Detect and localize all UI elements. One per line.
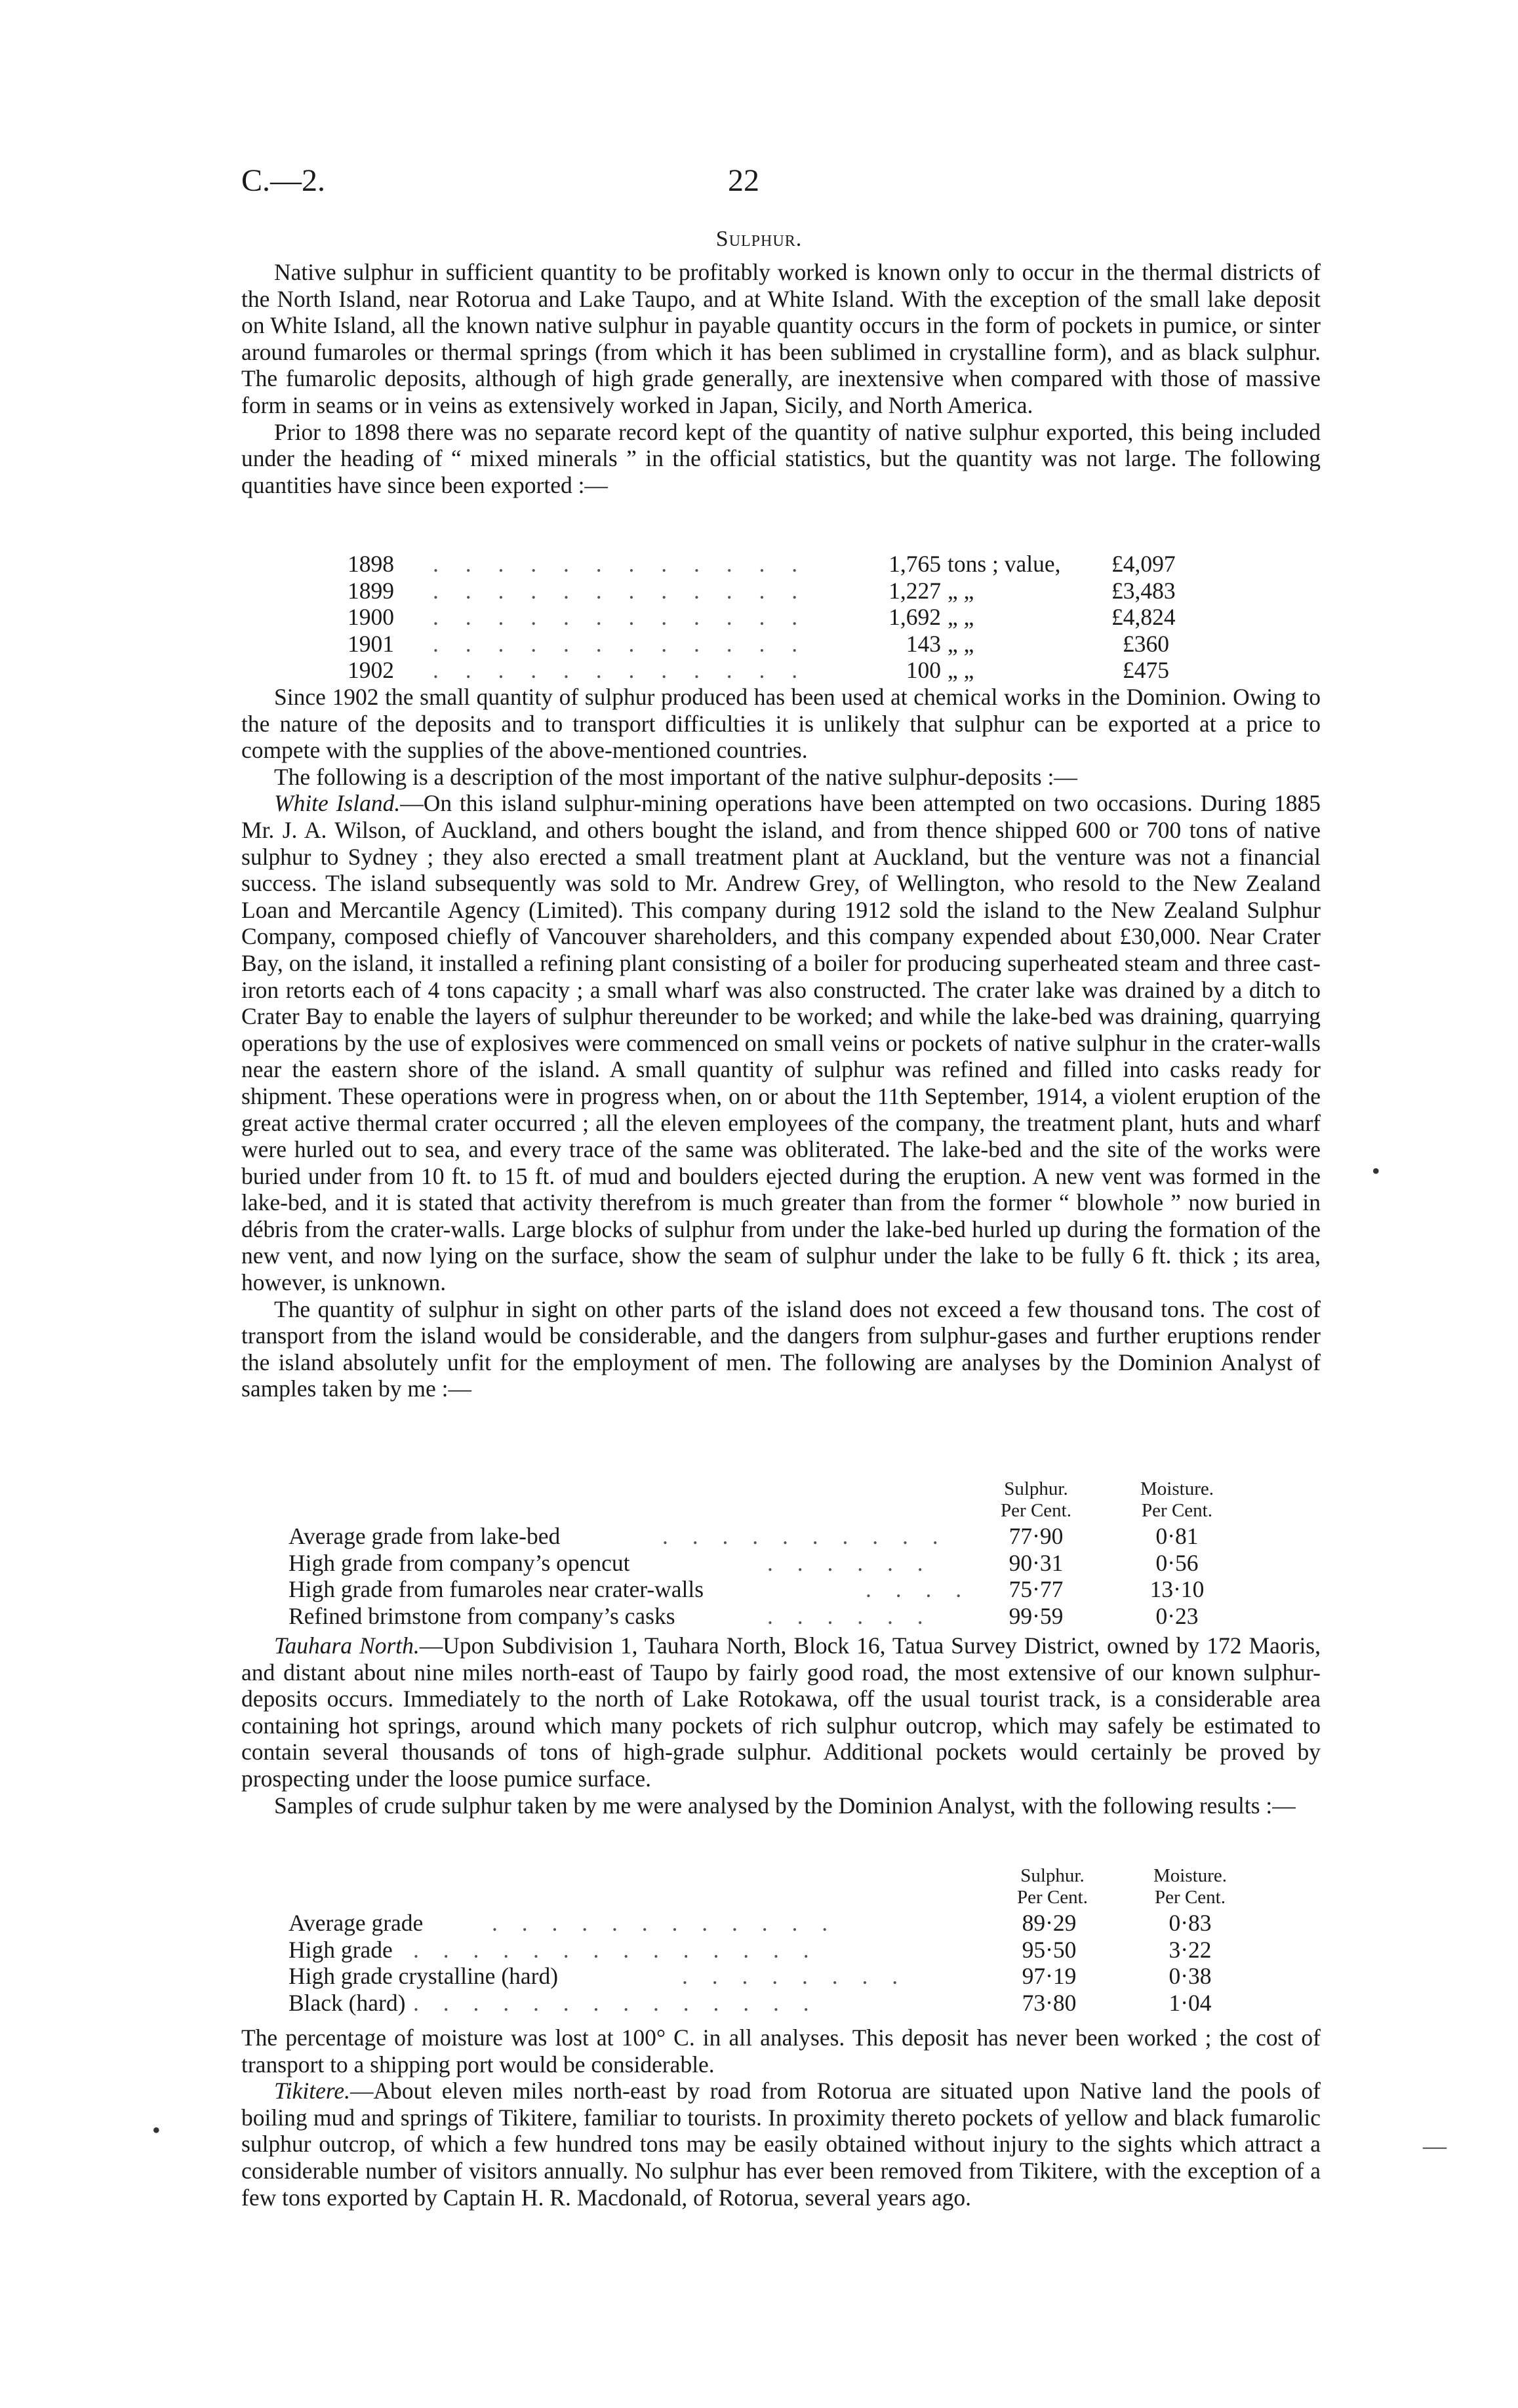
scan-mark: •	[1372, 1158, 1380, 1184]
sulphur-header-line: Sulphur.	[1020, 1865, 1085, 1886]
sample-label: High grade	[289, 1936, 393, 1963]
exports-table	[348, 551, 1176, 684]
sulphur-value: 97·19	[1022, 1963, 1077, 1990]
export-value: £475	[1123, 657, 1169, 684]
sample-label: Average grade	[289, 1910, 424, 1936]
intro-text	[241, 259, 1321, 498]
export-unit: „ „	[948, 657, 974, 684]
sulphur-value: 73·80	[1022, 1989, 1077, 2016]
page-number: 22	[728, 163, 759, 198]
leader-dots: . . . .	[866, 1576, 971, 1603]
white-island-text	[241, 684, 1321, 1402]
table-row	[348, 631, 1167, 658]
sample-label: High grade crystalline (hard)	[289, 1963, 559, 1990]
leader-dots: . . . . . . . . . . . .	[433, 551, 809, 577]
section-title: Sulphur.	[715, 227, 803, 251]
export-tons: 1,227	[889, 577, 941, 604]
leader-dots: . . . . . . . . . . . .	[433, 657, 809, 684]
analysis-header	[289, 1478, 1272, 1523]
moisture-value: 0·83	[1168, 1910, 1212, 1936]
table-row	[289, 1910, 1305, 1937]
paragraph-moisture-note: The percentage of moisture was lost at 100° C. in all analyses. This deposit has never been worked ; the cost of transport to a shipping port would be considerable.	[241, 2024, 1321, 2078]
export-unit: „ „	[948, 630, 974, 657]
paragraph-intro: Native sulphur in sufficient quantity to be profitably worked is known only to occur in the thermal districts of the North Island, near Rotorua and Lake Taupo, and at White Island. With the exception of the small lake deposit on White Island, all the known native sulphur in payable quantity occurs in the form of pockets in pumice, or sinter around fumaroles or thermal springs (from which it has been sublimed in crystalline form), and as black sulphur. The fumarolic deposits, although of high grade generally, are inextensive when compared with those of massive form in seams or in veins as extensively worked in Japan, Sicily, and North America.	[241, 259, 1321, 418]
export-unit: „ „	[948, 577, 974, 604]
paragraph-quantity: The quantity of sulphur in sight on other parts of the island does not exceed a few thousand tons. The cost of transport from the island would be considerable, and the dangers from sulphur-gases and further eruptions render the island absolutely unfit for the employment of men. The following are analyses by the Dominion Analyst of samples taken by me :—	[241, 1295, 1321, 1402]
tikitere-text	[241, 2024, 1321, 2211]
table-row	[348, 551, 1176, 578]
leader-dots: . . . . . . . . . .	[662, 1523, 948, 1549]
table-row	[348, 657, 1167, 684]
export-year: 1898	[348, 551, 394, 577]
moisture-header-unit: Per Cent.	[1142, 1500, 1212, 1521]
sulphur-column-header	[997, 1865, 1108, 1908]
tikitere-body: —About eleven miles north-east by road from Rotorua are situated upon Native land the pools of boiling mud and springs of Tikitere, familiar to tourists. In proximity thereto pockets of yellow and black fumarolic sulphur outcrop, of which a few hundred tons may be easily obtained without injury to the sights which attract a considerable number of visitors annually. No sulphur has ever been removed from Tikitere, with the exception of a few tons exported by Captain H. R. Macdonald, of Rotorua, several years ago.	[241, 2078, 1321, 2211]
white-island-analysis-table	[289, 1478, 1272, 1629]
paragraph-white-island	[241, 790, 1321, 1295]
moisture-value: 0·81	[1155, 1523, 1199, 1549]
leader-dots: . . . . . . . .	[682, 1963, 908, 1990]
paragraph-since-1902: Since 1902 the small quantity of sulphur produced has been used at chemical works in the Dominion. Owing to the nature of the deposits and to transport difficulties it is unlikely that sulphur can be exported at a price to compete with the supplies of the above-mentioned countries.	[241, 684, 1321, 764]
export-year: 1901	[348, 630, 394, 657]
tauhara-north-heading: Tauhara North.	[274, 1632, 420, 1659]
moisture-value: 3·22	[1168, 1936, 1212, 1963]
leader-dots: . . . . . . . . . . . .	[492, 1910, 837, 1936]
sample-label: High grade from fumaroles near crater-walls	[289, 1576, 704, 1603]
tauhara-north-body: —Upon Subdivision 1, Tauhara North, Block 16, Tatua Survey District, owned by 172 Maoris, and distant about nine miles north-east of Taupo by fairly good road, the most extensive of our known sulphur-deposits occurs. Immediately to the north of Lake Rotokawa, off the usual tourist track, is a considerable area containing hot springs, around which many pockets of rich sulphur outcrop, which may safely be estimated to contain several thousands of tons of high-grade sulphur. Additional pockets would certainly be proved by prospecting under the loose pumice surface.	[241, 1632, 1321, 1792]
export-unit: tons ; value,	[948, 551, 1061, 577]
export-year: 1900	[348, 604, 394, 631]
export-year: 1902	[348, 657, 394, 684]
export-year: 1899	[348, 577, 394, 604]
table-row	[289, 1523, 1272, 1550]
sulphur-value: 90·31	[1009, 1549, 1064, 1576]
table-row	[348, 577, 1176, 604]
sulphur-value: 95·50	[1022, 1936, 1077, 1963]
paragraph-exports-intro: Prior to 1898 there was no separate record kept of the quantity of native sulphur exported, this being included under the heading of “ mixed minerals ” in the official statistics, but the quantity was not large. The following quantities have since been exported :—	[241, 418, 1321, 498]
paragraph-tikitere	[241, 2078, 1321, 2211]
export-unit: „ „	[948, 604, 974, 631]
sample-label: Black (hard)	[289, 1989, 406, 2016]
leader-dots: . . . . . .	[767, 1549, 932, 1576]
sulphur-header-line: Sulphur.	[1004, 1478, 1068, 1499]
moisture-header-line: Moisture.	[1140, 1478, 1214, 1499]
sulphur-value: 77·90	[1009, 1523, 1064, 1549]
scan-mark: —	[1423, 2133, 1447, 2159]
sulphur-column-header	[984, 1478, 1089, 1522]
table-row	[348, 604, 1176, 631]
white-island-heading: White Island.	[274, 790, 401, 817]
leader-dots: . . . . . . . . . . . .	[433, 577, 809, 604]
leader-dots: . . . . . . . . . . . . . .	[413, 1989, 818, 2016]
moisture-value: 13·10	[1149, 1576, 1205, 1603]
paragraph-tauhara-north	[241, 1632, 1321, 1792]
sulphur-value: 99·59	[1009, 1602, 1064, 1629]
export-tons: 100	[906, 657, 941, 684]
table-row	[289, 1576, 1272, 1603]
sulphur-header-unit: Per Cent.	[1017, 1887, 1088, 1908]
sample-label: Average grade from lake-bed	[289, 1523, 561, 1549]
sulphur-header-unit: Per Cent.	[1001, 1500, 1071, 1521]
sulphur-value: 75·77	[1009, 1576, 1064, 1603]
export-tons: 1,765	[889, 551, 941, 577]
sample-label: Refined brimstone from company’s casks	[289, 1602, 675, 1629]
table-row	[289, 1963, 1305, 1990]
table-row	[289, 1550, 1272, 1577]
leader-dots: . . . . . . . . . . . .	[433, 604, 809, 631]
export-tons: 1,692	[889, 604, 941, 631]
leader-dots: . . . . . .	[767, 1602, 932, 1629]
moisture-value: 1·04	[1168, 1989, 1212, 2016]
tauhara-analysis-table	[289, 1865, 1305, 2016]
table-row	[289, 1603, 1272, 1630]
moisture-value: 0·38	[1168, 1963, 1212, 1990]
moisture-header-unit: Per Cent.	[1155, 1887, 1226, 1908]
export-value: £3,483	[1111, 577, 1176, 604]
table-row	[289, 1937, 1305, 1964]
moisture-header-line: Moisture.	[1153, 1865, 1227, 1886]
tikitere-heading: Tikitere.	[274, 2078, 351, 2104]
export-tons: 143	[906, 630, 941, 657]
paragraph-samples-intro: Samples of crude sulphur taken by me were analysed by the Dominion Analyst, with the following results :—	[274, 1792, 1296, 1819]
moisture-value: 0·23	[1155, 1602, 1199, 1629]
document-reference: C.—2.	[241, 163, 326, 198]
export-value: £360	[1123, 630, 1169, 657]
moisture-column-header	[1134, 1865, 1246, 1908]
leader-dots: . . . . . . . . . . . . . .	[413, 1936, 818, 1963]
export-value: £4,097	[1111, 551, 1176, 577]
paragraph-deposits-intro: The following is a description of the most important of the native sulphur-deposits :—	[274, 763, 1077, 790]
moisture-column-header	[1121, 1478, 1233, 1522]
sulphur-value: 89·29	[1022, 1910, 1077, 1936]
tauhara-north-text	[241, 1632, 1321, 1819]
analysis-header	[289, 1865, 1305, 1910]
sample-label: High grade from company’s opencut	[289, 1549, 630, 1576]
moisture-value: 0·56	[1155, 1549, 1199, 1576]
export-value: £4,824	[1111, 604, 1176, 631]
scan-mark: •	[152, 2117, 161, 2143]
leader-dots: . . . . . . . . . . . .	[433, 630, 809, 657]
table-row	[289, 1990, 1305, 2017]
white-island-body: —On this island sulphur-mining operations have been attempted on two occasions. During 1885 Mr. J. A. Wilson, of Auckland, and others bought the island, and from thence shipped 600 or 700 tons of native sulphur to Sydney ; they also erected a small treatment plant at Auckland, but the venture was not a financial success. The island subsequently was sold to Mr. Andrew Grey, of Wellington, who resold to the New Zealand Loan and Mercantile Agency (Limited). This company during 1912 sold the island to the New Zealand Sulphur Company, composed chiefly of Vancouver shareholders, and this company expended about £30,000. Near Crater Bay, on the island, it installed a refining plant consisting of a boiler for producing superheated steam and three cast-iron retorts each of 4 tons capacity ; a small wharf was also constructed. The crater lake was drained by a ditch to Crater Bay to enable the layers of sulphur thereunder to be worked; and while the lake-bed was draining, quarrying operations by the use of explosives were commenced on small veins or pockets of native sulphur in the crater-walls near the eastern shore of the island. A small quantity of sulphur was refined and filled into casks ready for shipment. These operations were in progress when, on or about the 11th September, 1914, a violent eruption of the great active thermal crater occurred ; all the eleven employees of the company, the treatment plant, huts and wharf were hurled out to sea, and every trace of the same was obliterated. The lake-bed and the site of the works were buried under from 10 ft. to 15 ft. of mud and boulders ejected during the eruption. A new vent was formed in the lake-bed, and it is stated that activity therefrom is much greater than from the former “ blowhole ” now buried in débris from the crater-walls. Large blocks of sulphur from under the lake-bed hurled up during the formation of the new vent, and now lying on the surface, show the seam of sulphur under the lake to be fully 6 ft. thick ; its area, however, is unknown.	[241, 790, 1321, 1296]
